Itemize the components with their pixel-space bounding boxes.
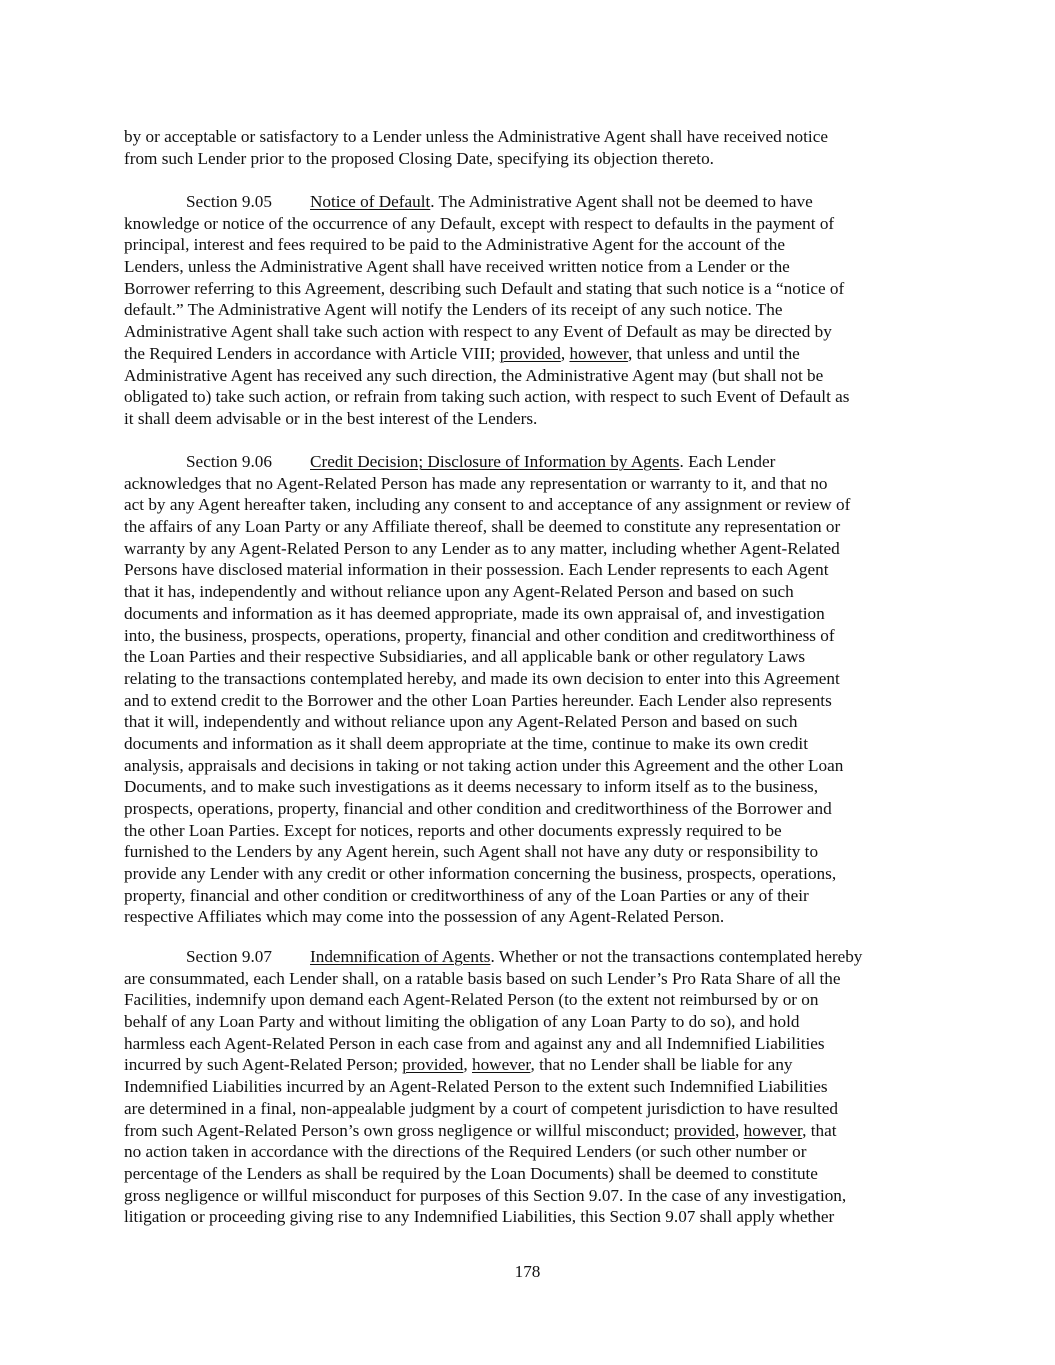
text-line: from such Lender prior to the proposed Closing Date, specifying its objection thereto. xyxy=(124,148,714,168)
text-run: , xyxy=(463,1055,468,1075)
text-line: Documents, and to make such investigations as it deems necessary to inform itself as to the business, xyxy=(124,777,819,797)
provided-term: provided xyxy=(402,1055,464,1075)
text-line: the other Loan Parties. Except for notices, reports and other documents expressly required to be xyxy=(124,820,782,840)
text-line: furnished to the Lenders by any Agent herein, such Agent shall not have any duty or responsibility to xyxy=(124,842,819,862)
text-run: , xyxy=(735,1120,740,1140)
page-number: 178 xyxy=(514,1262,541,1281)
intro-paragraph xyxy=(124,126,944,169)
text-line: that it has, independently and without reliance upon any Agent-Related Person and based on such xyxy=(124,582,794,602)
text-run: , xyxy=(560,343,566,363)
text-line: Lenders, unless the Administrative Agent shall have received written notice from a Lender or the xyxy=(124,257,790,277)
text-line: Facilities, indemnify upon demand each Agent-Related Person (to the extent not reimbursed by or on xyxy=(124,990,819,1010)
text-line: respective Affiliates which may come into the possession of any Agent-Related Person. xyxy=(124,907,725,927)
text-line: knowledge or notice of the occurrence of any Default, except with respect to defaults in the payment of xyxy=(124,213,835,233)
text-line: documents and information as it has deemed appropriate, made its own appraisal of, and investigation xyxy=(124,603,825,623)
text-line xyxy=(124,1120,944,1142)
text-line: Administrative Agent has received any such direction, the Administrative Agent may (but shall not be xyxy=(124,365,824,385)
text-line: Administrative Agent shall take such action with respect to any Event of Default as may be directed by xyxy=(124,322,832,342)
section-9-07 xyxy=(124,946,944,1228)
text-line: Indemnified Liabilities incurred by an Agent-Related Person to the extent such Indemnified Liabilities xyxy=(124,1077,828,1097)
text-line: are consummated, each Lender shall, on a ratable basis based on such Lender’s Pro Rata Share of all the xyxy=(124,968,841,988)
text-run: , that no Lender shall be liable for any xyxy=(530,1055,793,1075)
section-heading-line xyxy=(124,946,944,968)
section-heading-line xyxy=(124,451,944,473)
text-run: . The Administrative Agent shall not be deemed to have xyxy=(430,192,813,211)
section-title: Notice of Default xyxy=(310,192,431,211)
text-run: . Each Lender xyxy=(679,452,776,471)
section-9-06 xyxy=(124,451,944,928)
text-line: provide any Lender with any credit or other information concerning the business, prospects, operations, xyxy=(124,864,837,884)
text-line: and to extend credit to the Borrower and the other Loan Parties hereunder. Each Lender also represents xyxy=(124,690,832,710)
text-line: principal, interest and fees required to be paid to the Administrative Agent for the account of the xyxy=(124,235,786,255)
text-run: from such Agent-Related Person’s own gross negligence or willful misconduct; xyxy=(124,1120,674,1140)
section-number: Section 9.05 xyxy=(186,192,272,211)
text-line xyxy=(124,1054,944,1076)
section-number: Section 9.07 xyxy=(186,947,272,966)
text-line: behalf of any Loan Party and without limiting the obligation of any Loan Party to do so), and hold xyxy=(124,1012,800,1032)
text-run: , that xyxy=(802,1120,837,1140)
text-line: obligated to) take such action, or refrain from taking such action, with respect to such Event of Default as xyxy=(124,387,850,407)
text-line: acknowledges that no Agent-Related Person has made any representation or warranty to it, and that no xyxy=(124,473,828,493)
text-line: default.” The Administrative Agent will notify the Lenders of its receipt of any such notice. The xyxy=(124,300,783,320)
text-line: Persons have disclosed material information in their possession. Each Lender represents to each Agent xyxy=(124,560,829,580)
text-line xyxy=(124,343,944,365)
text-line: into, the business, prospects, operations, property, financial and other condition and creditworthiness of xyxy=(124,625,835,645)
text-line: documents and information as it shall deem appropriate at the time, continue to make its own credit xyxy=(124,733,808,753)
section-title: Credit Decision; Disclosure of Information by Agents xyxy=(310,452,680,471)
text-line: it shall deem advisable or in the best interest of the Lenders. xyxy=(124,408,538,428)
text-line: the affairs of any Loan Party or any Affiliate thereof, shall be deemed to constitute any representation or xyxy=(124,517,841,537)
text-line: warranty by any Agent-Related Person to any Lender as to any matter, including whether Agent-Related xyxy=(124,538,840,558)
however-term: however xyxy=(569,343,628,363)
text-line: Borrower referring to this Agreement, describing such Default and stating that such notice is a “notice of xyxy=(124,278,845,298)
text-line: harmless each Agent-Related Person in each case from and against any and all Indemnified Liabilities xyxy=(124,1033,825,1053)
text-line: relating to the transactions contemplated hereby, and made its own decision to enter into this Agreement xyxy=(124,668,840,688)
text-run: incurred by such Agent-Related Person; xyxy=(124,1055,403,1075)
however-term: however xyxy=(743,1120,803,1140)
provided-term: provided xyxy=(499,343,561,363)
text-line: that it will, independently and without reliance upon any Agent-Related Person and based on such xyxy=(124,712,798,732)
provided-term: provided xyxy=(673,1120,736,1140)
text-line: analysis, appraisals and decisions in taking or not taking action under this Agreement and the other Loan xyxy=(124,755,844,775)
text-line: by or acceptable or satisfactory to a Lender unless the Administrative Agent shall have received notice xyxy=(124,127,828,146)
text-line: no action taken in accordance with the directions of the Required Lenders (or such other number or xyxy=(124,1142,807,1162)
text-run: the Required Lenders in accordance with Article VIII; xyxy=(124,343,500,363)
text-line: property, financial and other condition or creditworthiness of any of the Loan Parties or any of their xyxy=(124,885,809,905)
text-run: , that unless and until the xyxy=(627,343,800,363)
text-line: prospects, operations, property, financial and other condition and creditworthiness of the Borrower and xyxy=(124,799,832,818)
text-line: gross negligence or willful misconduct for purposes of this Section 9.07. In the case of any investigation, xyxy=(124,1185,847,1205)
text-line: litigation or proceeding giving rise to any Indemnified Liabilities, this Section 9.07 shall apply whether xyxy=(124,1207,835,1227)
text-line: percentage of the Lenders as shall be required by the Loan Documents) shall be deemed to constitute xyxy=(124,1163,818,1183)
section-number: Section 9.06 xyxy=(186,452,272,471)
however-term: however xyxy=(471,1055,531,1075)
section-9-05 xyxy=(124,191,944,430)
text-line: are determined in a final, non-appealable judgment by a court of competent jurisdiction to have resulted xyxy=(124,1098,838,1118)
section-title: Indemnification of Agents xyxy=(310,947,491,966)
section-heading-line xyxy=(124,191,944,213)
text-line: the Loan Parties and their respective Subsidiaries, and all applicable bank or other regulatory Laws xyxy=(124,647,806,667)
text-line: act by any Agent hereafter taken, including any consent to and acceptance of any assignment or review of xyxy=(124,495,851,515)
text-run: . Whether or not the transactions contemplated hereby xyxy=(490,947,863,966)
